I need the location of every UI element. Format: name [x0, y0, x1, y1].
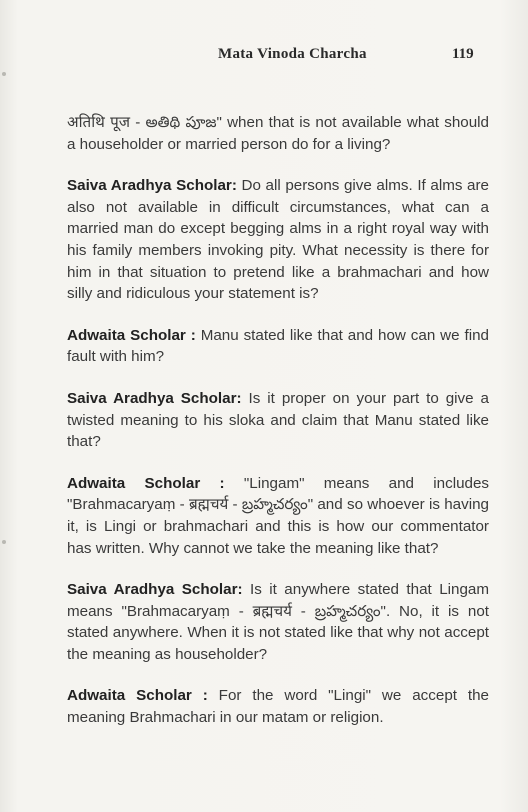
- paragraph: [67, 388, 489, 453]
- speaker-label: Saiva Aradhya Scholar:: [67, 177, 237, 195]
- paragraph-text: For the word "Lingi" we accept the meaning Brahmachari in our matam or religion.: [67, 687, 489, 727]
- paragraph-text: Do all persons give alms. If alms are also not available in difficult circumstances, what can a married man do except begging alms in a right royal way with his family members invoking pity. What necessity is there for him in that situation to pretend like a brahmachari and how silly and ridiculous your statement is?: [67, 177, 490, 303]
- paragraph-text: Is it anywhere stated that Lingam means "Brahmacaryaṃ - ब्रह्मचर्य - బ్రహ్మచర్యం". No, it is not stated anywhere. When it is not stated like that why not accept the meaning as householder?: [67, 581, 490, 663]
- paragraph: [67, 579, 489, 665]
- paragraph-text: अतिथि पूज - అతిథి పూజ" when that is not available what should a householder or married person do for a living?: [67, 114, 489, 153]
- binding-mark: [2, 72, 6, 76]
- page-number: 119: [452, 46, 474, 62]
- speaker-label: Adwaita Scholar :: [67, 474, 225, 492]
- running-title: Mata Vinoda Charcha: [218, 46, 367, 62]
- speaker-label: Adwaita Scholar :: [67, 687, 208, 705]
- binding-mark: [2, 540, 6, 544]
- paragraph-text: Manu stated like that and how can we find fault with him?: [67, 326, 489, 366]
- paragraph: [67, 325, 489, 368]
- page-body: [67, 112, 489, 749]
- speaker-label: Saiva Aradhya Scholar:: [67, 581, 243, 599]
- paragraph: [67, 473, 489, 559]
- paragraph: [67, 112, 489, 155]
- speaker-label: Adwaita Scholar :: [67, 326, 196, 344]
- paragraph: [67, 175, 489, 305]
- page-header: [0, 46, 528, 66]
- paragraph-text: "Lingam" means and includes "Brahmacaryaṃ - ब्रह्मचर्य - బ్రహ్మచర్యం" and so whoever is having it, is Lingi or brahmachari and this is how our commentator has written. Why cannot we take the meaning like that?: [67, 474, 490, 557]
- paragraph-text: Is it proper on your part to give a twisted meaning to his sloka and claim that Manu stated like that?: [67, 389, 489, 451]
- paragraph: [67, 685, 489, 728]
- speaker-label: Saiva Aradhya Scholar:: [67, 389, 242, 407]
